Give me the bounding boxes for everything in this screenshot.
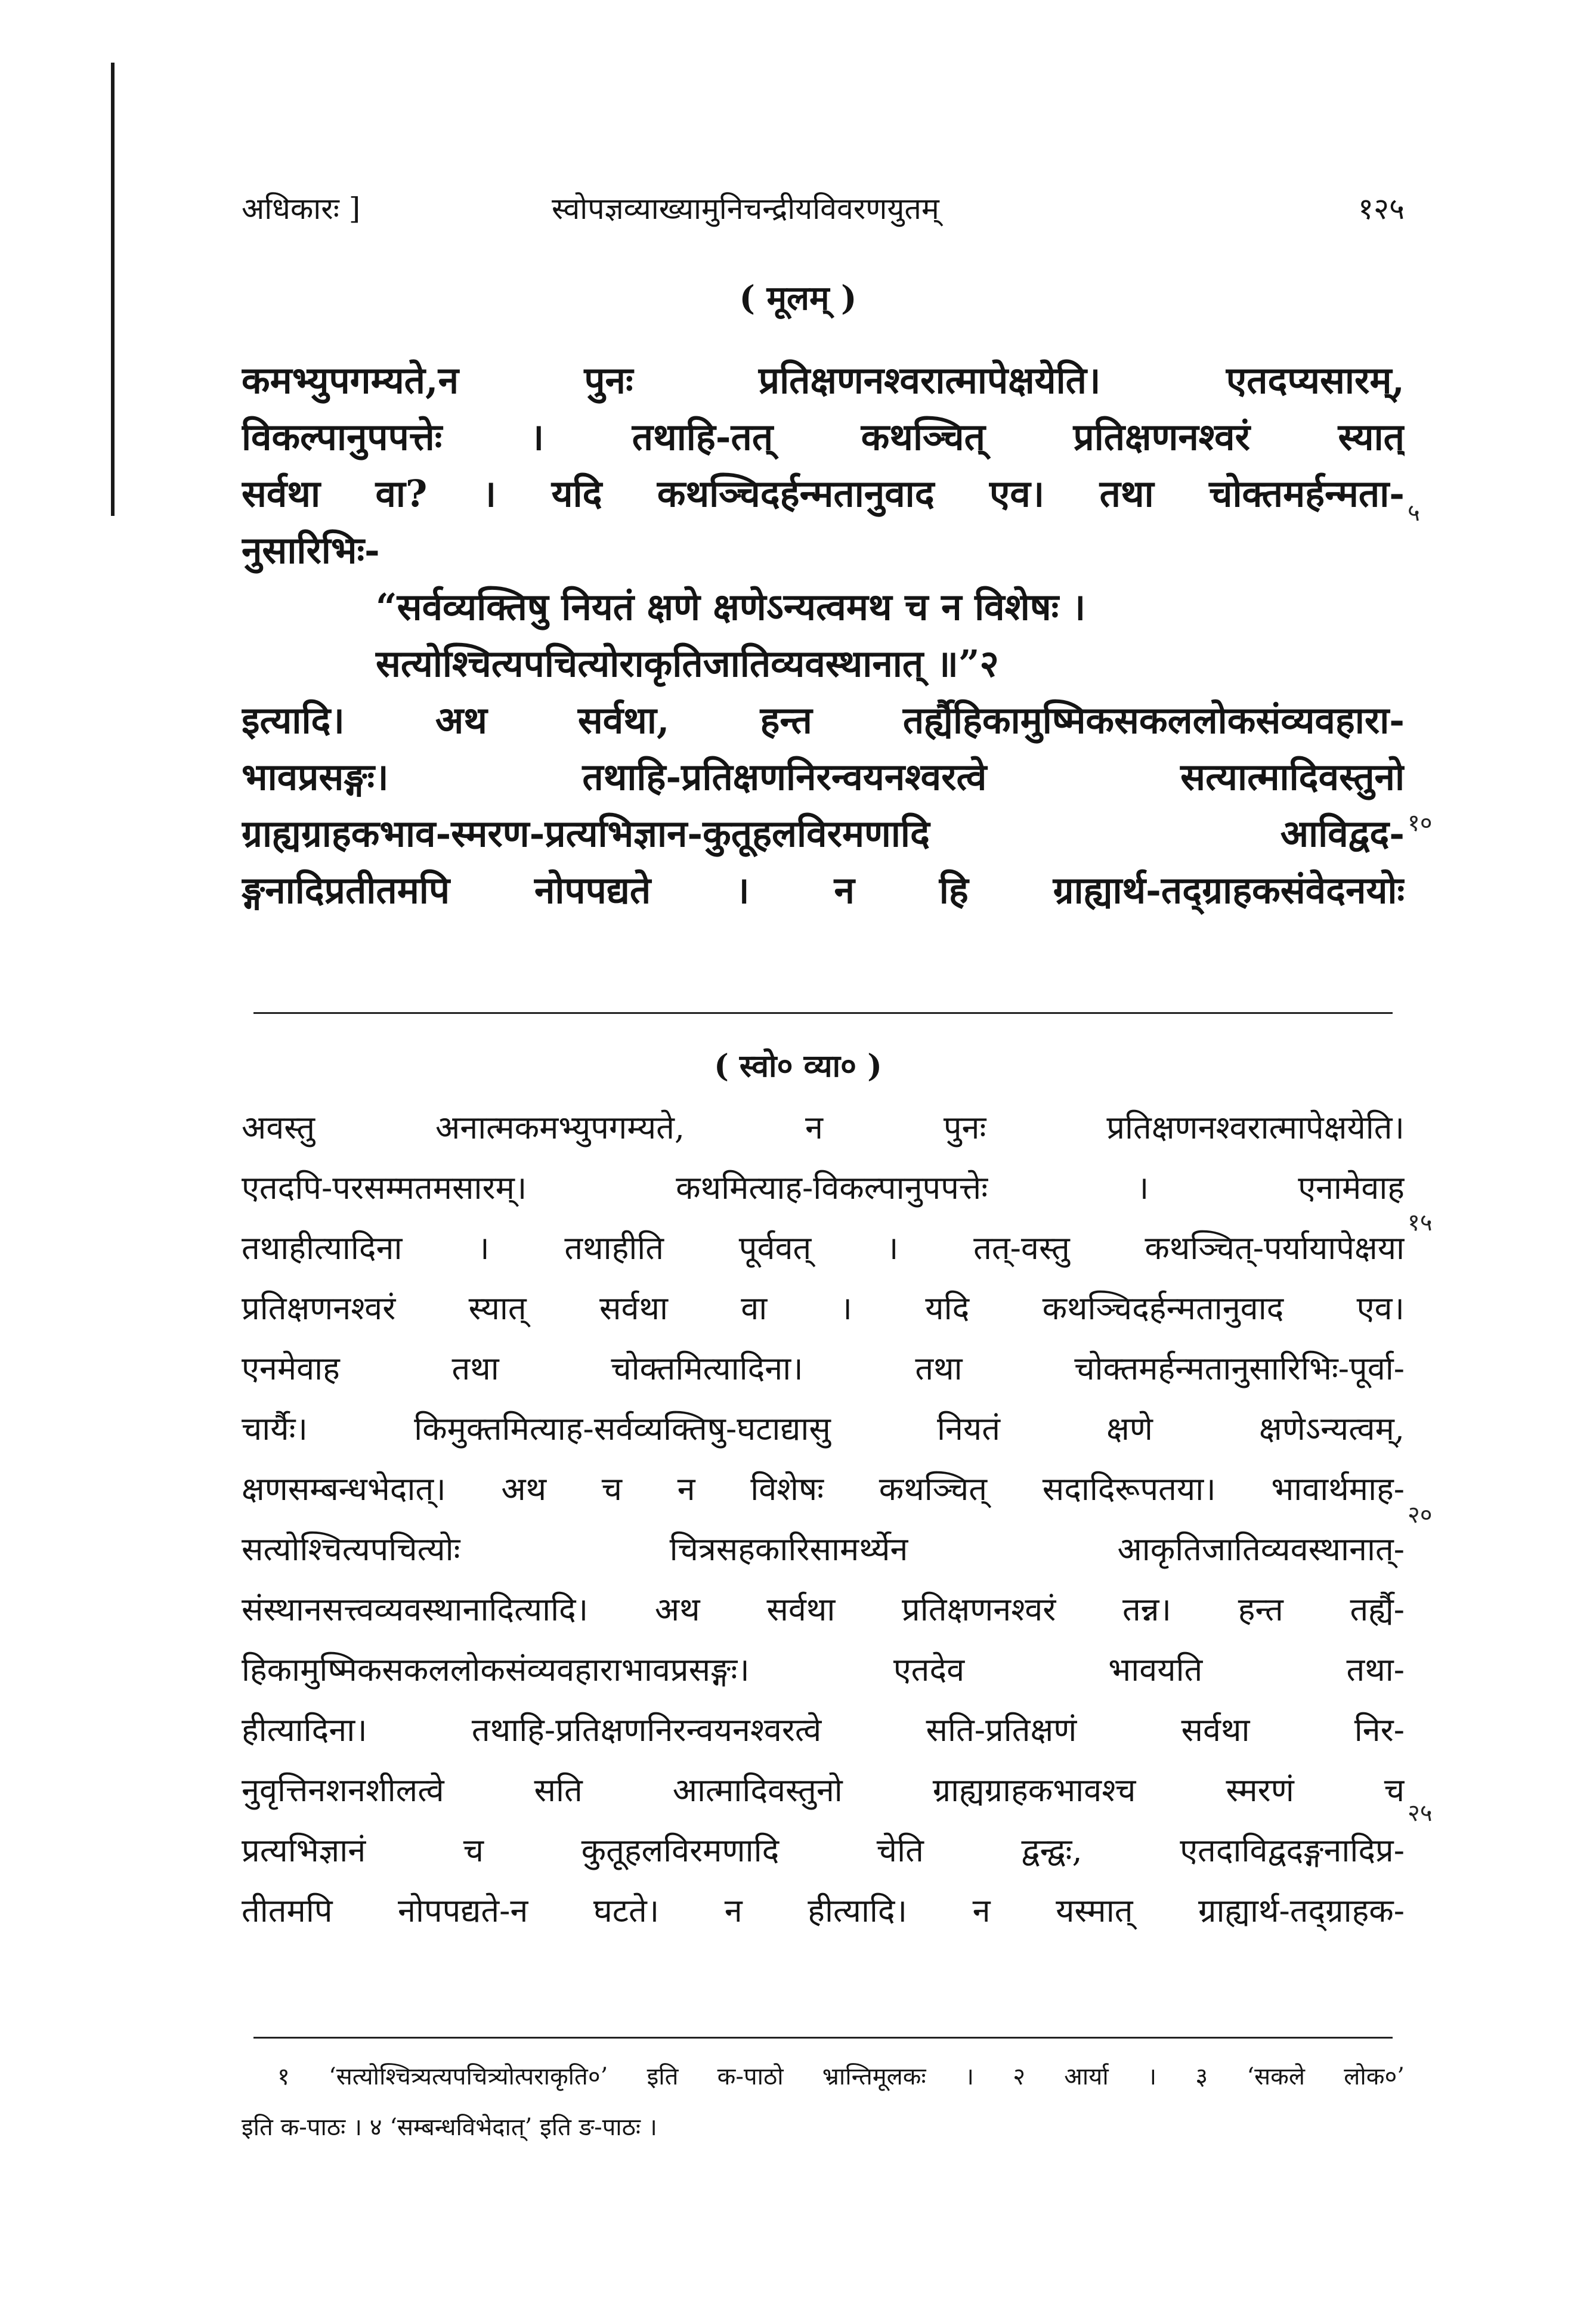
commentary-line: चार्यैः। किमुक्तमित्याह-सर्वव्यक्तिषु-घटाद्यासु नियतं क्षणे क्षणेऽन्यत्वम्, <box>242 1410 1405 1448</box>
verse-line: “सर्वव्यक्तिषु नियतं क्षणे क्षणेऽन्यत्वमथ च न विशेषः । <box>376 585 1086 629</box>
commentary-line: सत्योश्चित्यपचित्योः चित्रसहकारिसामर्थ्येन आकृतिजातिव्यवस्थानात्- <box>242 1530 1405 1568</box>
mula-line: विकल्पानुपपत्तेः । तथाहि-तत् कथञ्चित् प्रतिक्षणनश्वरं स्यात् <box>242 415 1405 459</box>
verse-line: सत्योश्चित्यपचित्योराकृतिजातिव्यवस्थानात् ॥”२ <box>376 642 999 685</box>
mula-line: नुसारिभिः- <box>242 528 380 572</box>
footnote-line: इति क-पाठः । ४ ‘सम्बन्धविभेदात्’ इति ङ-पाठः । <box>242 2114 657 2141</box>
margin-line-number: २० <box>1408 1501 1433 1529</box>
header-book-title: स्वोपज्ञव्याख्यामुनिचन्द्रीयविवरणयुतम् <box>552 191 939 226</box>
commentary-line: क्षणसम्बन्धभेदात्। अथ च न विशेषः कथञ्चित् सदादिरूपतया। भावार्थमाह- <box>242 1470 1405 1508</box>
mula-line: इत्यादि। अथ सर्वथा, हन्त तर्ह्यैहिकामुष्मिकसकललोकसंव्यवहारा- <box>242 698 1405 742</box>
commentary-line: हिकामुष्मिकसकललोकसंव्यवहाराभावप्रसङ्गः। एतदेव भावयति तथा- <box>242 1651 1405 1688</box>
mula-line: कमभ्युपगम्यते,न पुनः प्रतिक्षणनश्वरात्मापेक्षयेति। एतदप्यसारम्, <box>242 358 1405 402</box>
section-divider <box>253 1012 1393 1014</box>
commentary-text <box>242 1097 1405 1941</box>
commentary-line: नुवृत्तिनशनशीलत्वे सति आत्मादिवस्तुनो ग्राह्यग्राहकभावश्च स्मरणं च <box>242 1771 1405 1809</box>
mula-heading: ( मूलम् ) <box>739 279 857 318</box>
running-header <box>242 182 1405 236</box>
mula-line: ग्राह्यग्राहकभाव-स्मरण-प्रत्यभिज्ञान-कुतूहलविरमणादि आविद्वद- <box>242 812 1405 855</box>
margin-line-number: २५ <box>1408 1799 1433 1827</box>
margin-line-number: १५ <box>1408 1209 1433 1236</box>
mula-line: सर्वथा वा? । यदि कथञ्चिदर्हन्मतानुवाद एव। तथा चोक्तमर्हन्मता- <box>242 472 1405 515</box>
commentary-line: एनमेवाह तथा चोक्तमित्यादिना। तथा चोक्तमर्हन्मतानुसारिभिः-पूर्वा- <box>242 1350 1405 1387</box>
mula-text <box>242 352 1405 918</box>
commentary-line: तीतमपि नोपपद्यते-न घटते। न हीत्यादि। न यस्मात् ग्राह्यार्थ-तद्ग्राहक- <box>242 1892 1405 1929</box>
commentary-line: प्रतिक्षणनश्वरं स्यात् सर्वथा वा । यदि कथञ्चिदर्हन्मतानुवाद एव। <box>242 1289 1405 1327</box>
header-section-label: अधिकारः ] <box>242 191 361 226</box>
commentary-line: संस्थानसत्त्वव्यवस्थानादित्यादि। अथ सर्वथा प्रतिक्षणनश्वरं तन्न। हन्त तर्ह्यै- <box>242 1591 1405 1628</box>
commentary-heading: ( स्वो० व्या० ) <box>714 1048 882 1084</box>
mula-line: भावप्रसङ्गः। तथाहि-प्रतिक्षणनिरन्वयनश्वरत्वे सत्यात्मादिवस्तुनो <box>242 755 1405 799</box>
commentary-line: एतदपि-परसम्मतमसारम्। कथमित्याह-विकल्पानुपपत्तेः । एनामेवाह <box>242 1169 1405 1207</box>
margin-line-number: १० <box>1408 809 1433 837</box>
footnote-divider <box>253 2037 1393 2039</box>
commentary-line: अवस्तु अनात्मकमभ्युपगम्यते, न पुनः प्रतिक्षणनश्वरात्मापेक्षयेति। <box>242 1109 1405 1146</box>
mula-line: ङ्गनादिप्रतीतमपि नोपपद्यते । न हि ग्राह्यार्थ-तद्ग्राहकसंवेदनयोः <box>242 868 1405 912</box>
footnote-line: १ ‘सत्योश्चित्र्यत्यपचित्र्योत्पराकृति०’ इति क-पाठो भ्रान्तिमूलकः । २ आर्या । ३ ‘सकले लोक०’ <box>277 2063 1405 2090</box>
page-number: १२५ <box>1358 191 1405 226</box>
footnotes <box>242 2052 1405 2153</box>
commentary-line: तथाहीत्यादिना । तथाहीति पूर्ववत् । तत्-वस्तु कथञ्चित्-पर्यायापेक्षया <box>242 1229 1405 1267</box>
commentary-line: प्रत्यभिज्ञानं च कुतूहलविरमणादि चेति द्वन्द्वः, एतदाविद्वदङ्गनादिप्र- <box>242 1832 1405 1869</box>
commentary-line: हीत्यादिना। तथाहि-प्रतिक्षणनिरन्वयनश्वरत्वे सति-प्रतिक्षणं सर्वथा निर- <box>242 1711 1405 1749</box>
margin-line-number: ५ <box>1408 499 1420 527</box>
